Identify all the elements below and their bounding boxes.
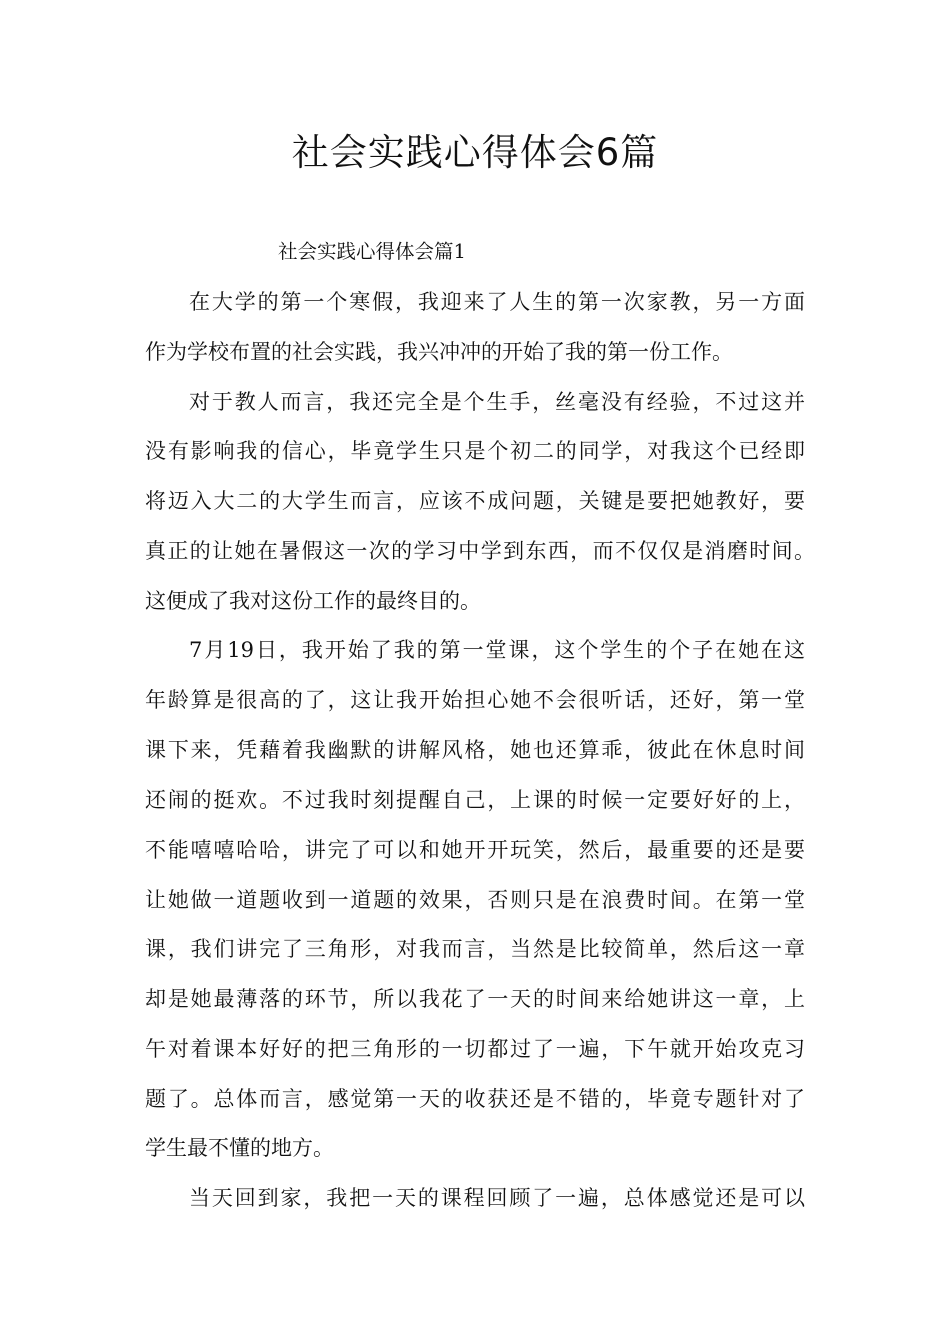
text-line: 课，我们讲完了三角形，对我而言，当然是比较简单，然后这一章 — [145, 937, 805, 961]
text-line: 将迈入大二的大学生而言，应该不成问题，关键是要把她教好，要 — [145, 489, 805, 513]
text-line: 真正的让她在暑假这一次的学习中学到东西，而不仅仅是消磨时间。 — [145, 539, 815, 563]
text-line: 课下来，凭藉着我幽默的讲解风格，她也还算乖，彼此在休息时间 — [145, 738, 805, 762]
text-line: 却是她最薄落的环节，所以我花了一天的时间来给她讲这一章，上 — [145, 987, 805, 1011]
text-line: 不能嘻嘻哈哈，讲完了可以和她开开玩笑，然后，最重要的还是要 — [145, 838, 805, 862]
text-line: 让她做一道题收到一道题的效果，否则只是在浪费时间。在第一堂 — [145, 888, 805, 912]
text-line: 学生最不懂的地方。 — [145, 1136, 334, 1160]
text-line: 题了。总体而言，感觉第一天的收获还是不错的，毕竟专题针对了 — [145, 1087, 805, 1111]
text-line: 当天回到家，我把一天的课程回顾了一遍，总体感觉还是可以 — [189, 1186, 805, 1210]
text-line: 还闹的挺欢。不过我时刻提醒自己，上课的时候一定要好好的上， — [145, 788, 805, 812]
document-title: 社会实践心得体会6篇 — [291, 131, 659, 174]
text-line: 对于教人而言，我还完全是个生手，丝毫没有经验，不过这并 — [189, 390, 805, 414]
text-line: 没有影响我的信心，毕竟学生只是个初二的同学，对我这个已经即 — [145, 439, 805, 463]
text-line: 这便成了我对这份工作的最终目的。 — [145, 589, 481, 613]
text-line: 在大学的第一个寒假，我迎来了人生的第一次家教，另一方面 — [189, 290, 805, 314]
text-line: 7月19日，我开始了我的第一堂课，这个学生的个子在她在这 — [189, 638, 805, 662]
text-line: 午对着课本好好的把三角形的一切都过了一遍，下午就开始攻克习 — [145, 1037, 805, 1061]
section-heading: 社会实践心得体会篇1 — [278, 240, 466, 263]
text-line: 年龄算是很高的了，这让我开始担心她不会很听话，还好，第一堂 — [145, 688, 805, 712]
text-line: 作为学校布置的社会实践，我兴冲冲的开始了我的第一份工作。 — [145, 340, 733, 364]
